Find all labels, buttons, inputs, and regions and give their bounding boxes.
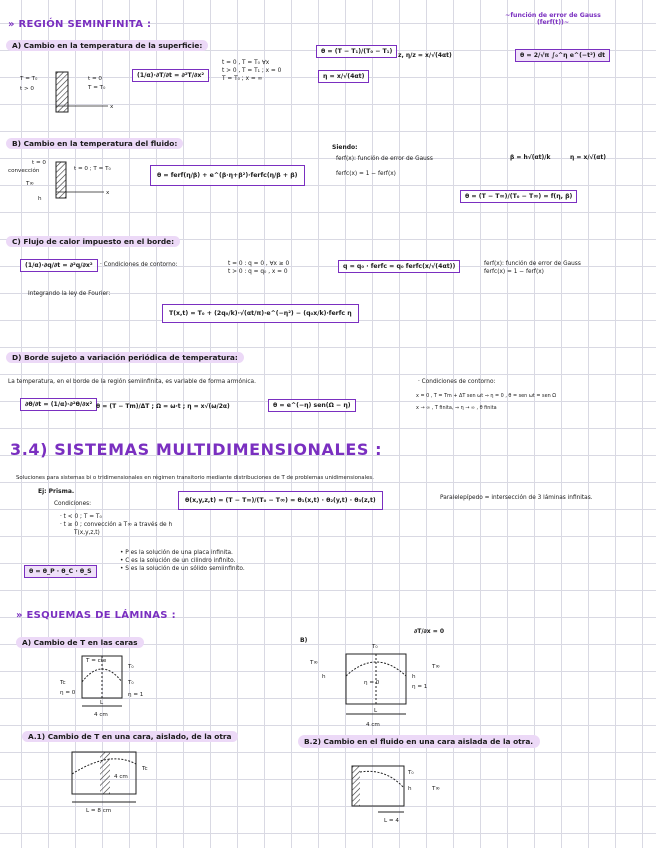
section-34-example: Ej: Prisma. — [38, 488, 75, 495]
fig-a-label: T = T₀ — [20, 76, 38, 82]
section-b-beta: β = h√(αt)/k — [510, 154, 551, 161]
scheme-b-text: h — [412, 674, 416, 680]
section-b-theta: θ = (T − T∞)/(T₀ − T∞) = f(η, β) — [460, 190, 577, 203]
section-d-equation: ∂θ/∂t = (1/α)·∂²θ/∂x² — [20, 398, 97, 411]
scheme-b-gradient: ∂T/∂x = 0 — [414, 628, 445, 635]
section-b-heading: B) Cambio en la temperatura del fluido: — [6, 138, 183, 149]
section-d-theta-def: θ = (T − Tm)/ΔT ; Ω = ω·t ; η = x√(ω/2α) — [96, 403, 230, 410]
scheme-b-text: T∞ — [310, 660, 319, 666]
section-b-eta: η = x/√(αt) — [570, 154, 607, 161]
scheme-b2-label: B.2) Cambio en el fluido en una cara aislada de la otra. — [298, 735, 540, 748]
section-34-intro: Soluciones para sistemas bi o tridimensionales en régimen transitorio mediante distribuciones de T de problemas unidimensionales. — [16, 475, 374, 481]
erf-formula-box: θ = 2/√π ∫₀^η e^(−t²) dt — [515, 49, 610, 62]
section-34-conds — [60, 514, 172, 537]
bullet: • C es la solución de un cilindro infinito. — [120, 557, 236, 564]
fig-b-label: t = 0 ; T = T₀ — [74, 166, 111, 172]
page-title: » REGIÓN SEMINFINITA : — [8, 19, 152, 30]
scheme-a-text: 4 cm — [94, 712, 108, 718]
definition: ferf(x): función de error de Gauss — [484, 261, 581, 267]
scheme-b-text: T∞ — [432, 664, 441, 670]
section-a-figure — [20, 70, 120, 116]
section-c-conditions — [228, 261, 289, 277]
scheme-b2-text: L = 4 — [384, 818, 399, 824]
section-c-cond-label: · Condiciones de contorno: — [100, 262, 178, 268]
section-a-eta: η = x/√(4αt) — [318, 70, 369, 83]
section-d-solution: θ = e^(−η) sen(Ω − η) — [268, 399, 356, 412]
section-d-cond1: x = 0 , T = Tm + ΔT sen ωt ⇒ η = 0 , θ = sen ωt = sen Ω — [416, 393, 557, 399]
scheme-b2-text: T∞ — [432, 786, 441, 792]
scheme-b-text: T₀ — [372, 644, 378, 650]
condition: · t ≥ 0 ; convección a T∞ a través de h — [60, 521, 173, 528]
scheme-a-text: η = 0 — [60, 690, 76, 696]
section-34-heading: 3.4) SISTEMAS MULTIDIMENSIONALES : — [10, 440, 383, 459]
scheme-b-text: η = 0 — [364, 680, 380, 686]
section-b-def2: ferfc(x) = 1 − ferf(x) — [336, 171, 396, 177]
scheme-a-text: T₀ — [128, 680, 134, 686]
section-a-theta: θ = (T − T₁)/(T₀ − T₁) — [316, 45, 397, 58]
fig-b-label: t = 0 — [32, 160, 46, 166]
scheme-a1-text: Tc — [142, 766, 148, 772]
section-a-equation: (1/α)·∂T/∂t = ∂²T/∂x² — [132, 69, 209, 82]
section-c-q-box: q = q₀ · ferfc = q₀ ferfc(x/√(4αt)) — [338, 260, 460, 273]
scheme-b-figure — [306, 640, 456, 732]
scheme-a-text: L — [100, 700, 104, 706]
scheme-b2-figure — [346, 762, 466, 828]
section-b-equation: θ = ferf(η/β) + e^(β·η+β²)·ferfc(η/β + β) — [150, 165, 305, 186]
temp-profile — [360, 771, 404, 788]
condition: · t < 0 ; T = T₀ — [60, 514, 102, 520]
section-d-intro: La temperatura, en el borde de la región semiinfinita, es variable de forma armónica. — [8, 379, 256, 385]
insulation-hatch — [352, 766, 360, 806]
section-d-heading: D) Borde sujeto a variación periódica de temperatura: — [6, 352, 244, 363]
fig-b-label: convección — [8, 168, 40, 174]
scheme-b-label: B) — [300, 637, 308, 644]
condition: T(x,y,z,t) — [74, 529, 100, 536]
wall-hatch — [56, 162, 66, 198]
insulation-hatch — [100, 752, 110, 794]
fig-a-label: t = 0 — [88, 76, 102, 82]
section-a-similarity: z, η/z = x/√(4αt) — [398, 52, 452, 59]
condition: t = 0 : q = 0 , ∀x ≥ 0 — [228, 261, 290, 267]
scheme-b-text: 4 cm — [366, 722, 380, 728]
condition: t = 0 , T = T₀ ∀x — [222, 60, 270, 66]
scheme-a1-label: A.1) Cambio de T en una cara, aislado, de la otra — [22, 731, 238, 742]
fig-b-label: h — [38, 196, 42, 202]
scheme-b-text: η = 1 — [412, 684, 428, 690]
section-34-theta-box: θ = θ_P · θ_C · θ_S — [24, 565, 97, 578]
scheme-a1-text: L = 8 cm — [86, 808, 112, 814]
scheme-b2-text: T₀ — [408, 770, 414, 776]
section-a-conditions — [222, 60, 281, 83]
section-34-product: θ(x,y,z,t) = (T − T∞)/(T₀ − T∞) = θ₁(x,t) · θ₂(y,t) · θ₃(z,t) — [178, 491, 383, 510]
section-34-paralel: Paralelepípedo = intersección de 3 láminas infinitas. — [440, 495, 593, 501]
scheme-b-text: L — [374, 708, 378, 714]
schemes-heading: » ESQUEMAS DE LÁMINAS : — [16, 610, 176, 621]
section-34-cond-label: Condiciones: — [54, 501, 92, 507]
scheme-a-text: T₀ — [128, 664, 134, 670]
fig-b-label: T∞ — [26, 181, 35, 187]
scheme-a-text: T = cte — [86, 658, 107, 664]
scheme-b2-text: h — [408, 786, 412, 792]
fig-b-label: x — [106, 190, 110, 196]
scheme-a1-figure — [60, 746, 170, 816]
scheme-a-figure — [50, 652, 160, 724]
condition: t > 0 , T = T₁ ; x = 0 — [222, 67, 282, 74]
fig-a-label: x — [110, 104, 114, 110]
condition: t > 0 : q = q₀ , x = 0 — [228, 268, 288, 275]
section-b-def1: ferf(x): función de error de Gauss — [336, 156, 433, 162]
bullet: • P es la solución de una placa infinita. — [120, 550, 233, 556]
section-b-siendo: Siendo: — [332, 144, 358, 151]
section-c-equation: (1/α)·∂q/∂t = ∂²q/∂x² — [20, 259, 98, 272]
scheme-a-text: Tc — [60, 680, 66, 686]
condition: T = T₀ ; x = ∞ — [222, 75, 263, 82]
section-c-heading: C) Flujo de calor impuesto en el borde: — [6, 236, 180, 247]
section-d-cond2: x → ∞ , T finita, ⇒ η → ∞ , θ finita — [416, 405, 497, 411]
temp-profile — [346, 662, 406, 676]
section-d-cond-label: · Condiciones de contorno: — [418, 379, 496, 385]
fig-a-label: t > 0 — [20, 86, 34, 92]
section-a-heading: A) Cambio en la temperatura de la superficie: — [6, 40, 208, 51]
bullet: • S es la solución de un sólido semiinfinito. — [120, 565, 245, 572]
definition: ferfc(x) = 1 − ferf(x) — [484, 268, 544, 275]
scheme-a1-text: 4 cm — [114, 774, 128, 780]
section-b-figure — [8, 158, 118, 202]
erf-note: ~función de error de Gauss (ferf(t))~ — [505, 12, 601, 26]
section-34-bullets — [120, 550, 245, 573]
scheme-a-text: η = 1 — [128, 692, 144, 698]
scheme-b-text: h — [322, 674, 326, 680]
section-c-fourier: Integrando la ley de Fourier: — [28, 291, 111, 297]
fig-a-label: T = T₀ — [88, 85, 106, 91]
section-c-result: T(x,t) = T₀ + (2q₀/k)·√(αt/π)·e^(−η²) − (q₀x/k)·ferfc η — [162, 304, 359, 323]
section-c-defs — [484, 261, 581, 277]
scheme-a-label: A) Cambio de T en las caras — [16, 637, 144, 648]
